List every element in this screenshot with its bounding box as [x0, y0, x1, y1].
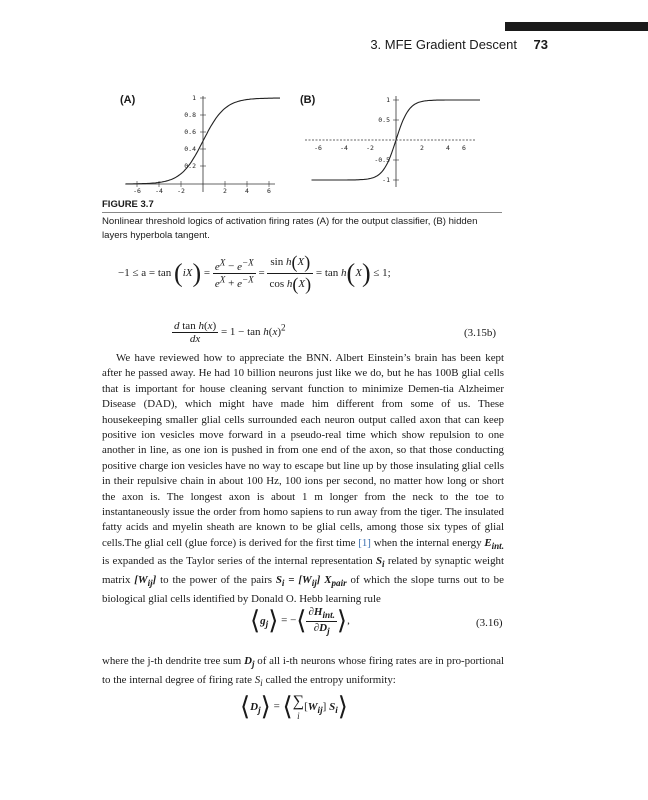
panel-a-ytick: 0.8 [184, 111, 196, 119]
citation-link[interactable]: [1] [358, 536, 371, 549]
panel-b-xtick: 6 [462, 144, 466, 152]
equation-3-15b: $\frac{\text{d tan h(x)}}{dx}$ = $1 - \tan h(x)^2$ [174, 320, 286, 345]
figure-panel-b [300, 92, 480, 197]
paragraph-1-tail-d: to the power of the pairs [160, 574, 272, 587]
running-header [0, 37, 600, 53]
panel-a-ytick: 0.6 [184, 128, 196, 136]
panel-a-xtick: -4 [155, 187, 163, 195]
eq-315b-label: (3.15b) [464, 327, 497, 339]
figure-title: FIGURE 3.7 [102, 199, 154, 210]
equation-3-15a: −1 ≤ a = tan (iX) = $\frac{e^X - e^{-X}}{e^X + e^{-X}}$ = $\frac{\text{sin h(X)}}{\text{cos h(X)}}$ = tan h(X) ≤ 1; [118, 252, 391, 294]
figure-panel-a [120, 92, 280, 202]
panel-a-xtick: 6 [267, 187, 271, 195]
panel-a-xtick: -2 [177, 187, 185, 195]
panel-a-xtick: 4 [245, 187, 249, 195]
paragraph-2-a: where the j-th dendrite tree sum [102, 655, 242, 667]
header-bar [505, 22, 648, 31]
panel-a-xtick: 2 [223, 187, 227, 195]
paragraph-1: We have reviewed how to appreciate the BNN. Albert Einstein’s brain has been kept after he passed away. He had 10 billion neurons just like we do, but he has 100B glial cells that is important for house cleaning servant function to minimize Demen-tia Alzheimer Disease (DAD), which might have made him different from some of us. These housekeeping smaller glial cells surrounded each neuron output called axon that can keep positive ion vesicles move forward in a pseudo-real time which show repulsion to one another in line, as one ion is pushed in from one end of the axon, so that those conducting positive charge ion vesicles have no way to escape but line up by those insulating glial cells in their repulsive chain in about 100 Hz, 100 ions per second, no matter how long or short the axon is. The longest axon is about 1 m longer from the neck to the toe to instantaneously issue the order from homo sapiens to run away from the tiger. The insulated fatty acids and myelin sheath are known to be glial cells, among those six types of glial cells.The glial cell (glue force) is derived for the first time [102, 352, 504, 549]
page-number: 73 [533, 37, 548, 52]
panel-b-ytick: 1 [386, 96, 390, 104]
paragraph-1-tail-c: related by synaptic weight matrix [102, 555, 504, 587]
paragraph-main: We have reviewed how to appreciate the BNN. Albert Einstein’s brain has been kept after he passed away. He had 10 billion neurons just like we do, but he has 100B glial cells that is important for house cleaning servant function to minimize Demen-tia Alzheimer Disease (DAD), which might have made him different from some of us. These housekeeping smaller glial cells surrounded each neuron output called axon that can keep positive ion vesicles move forward in a pseudo-real time which show repulsion to one another in line, as one ion is pushed in from one end of the axon, so that those conducting positive charge ion vesicles have no way to escape but line up by those insulating glial cells in their repulsive chain in about 100 Hz, 100 ions per second, no matter how long or short the axon is. The longest axon is about 1 m longer from the neck to the toe to instantaneously issue the order from homo sapiens to run away from the tiger. The insulated fatty acids and myelin sheath are known to be glial cells, among those six types of glial cells.The glial cell (glue force) is derived for the first time [1] when the internal energy $E_{int.}$ is expanded as the Taylor series of the internal representation $S_i$ related by synaptic weight matrix $[W_{ij}]$ to the power of the pairs $S_i = [W_{ij}]$ $X_{pair}$ of which the slope turns out to be biological glial cells identified by Donald O. Hebb learning rule [102, 352, 504, 605]
equation-entropy: $⟨D_j⟩$ = ⟨ ∑ i $[W_{ij}]$ $S_i⟩$ [240, 692, 348, 721]
figure-caption: Nonlinear threshold logics of activation firing rates (A) for the output classifier, (B) hidden layers hyperbola tangent. [102, 216, 478, 241]
paragraph-1-tail-a: when the internal energy [373, 536, 482, 549]
equation-3-16: $⟨g_j⟩$ = −⟨ $\frac{\partial H_{int.}}{\partial D_j}$ ⟩, [250, 606, 350, 636]
panel-b-xtick: 4 [446, 144, 450, 152]
eq-315a-left: −1 ≤ a = tan [118, 267, 172, 280]
panel-b-ytick: 0.5 [378, 116, 390, 124]
paragraph-2-c: called the entropy uniformity: [265, 673, 396, 686]
panel-b-xtick: -4 [340, 144, 348, 152]
eq-315a-right: ≤ 1; [373, 267, 391, 280]
paragraph-1-tail-e: of which the slope turns out to be biological glial cells identified by Donald O. Hebb learning rule [102, 574, 504, 605]
paragraph-2-b: of all i-th neurons whose firing rates are in pro-portional to the internal degree of firing rate [102, 655, 504, 686]
eq-316-label: (3.16) [476, 617, 503, 629]
panel-a-ytick: 0.2 [184, 162, 196, 170]
panel-a-ytick: 0.4 [184, 145, 196, 153]
panel-b-label: (B) [300, 94, 316, 106]
chapter-title: 3. MFE Gradient Descent [370, 37, 517, 52]
figure-rule [102, 212, 502, 213]
panel-b-ytick: -1 [382, 176, 390, 184]
panel-b-ytick: -0.5 [374, 156, 390, 164]
panel-a-xtick: -6 [133, 187, 141, 195]
paragraph-secondary: where the j-th dendrite tree sum $D_j$ of all i-th neurons whose firing rates are in pro-portional to the internal degree of firing rate $S_i$ called the entropy uniformity: [102, 655, 504, 688]
panel-b-xtick: -2 [366, 144, 374, 152]
panel-b-xtick: 2 [420, 144, 424, 152]
panel-a-label: (A) [120, 94, 136, 106]
panel-a-ytick: 1 [192, 94, 196, 102]
paragraph-1-tail-b: is expanded as the Taylor series of the internal representation [102, 555, 373, 568]
panel-b-xtick: -6 [314, 144, 322, 152]
